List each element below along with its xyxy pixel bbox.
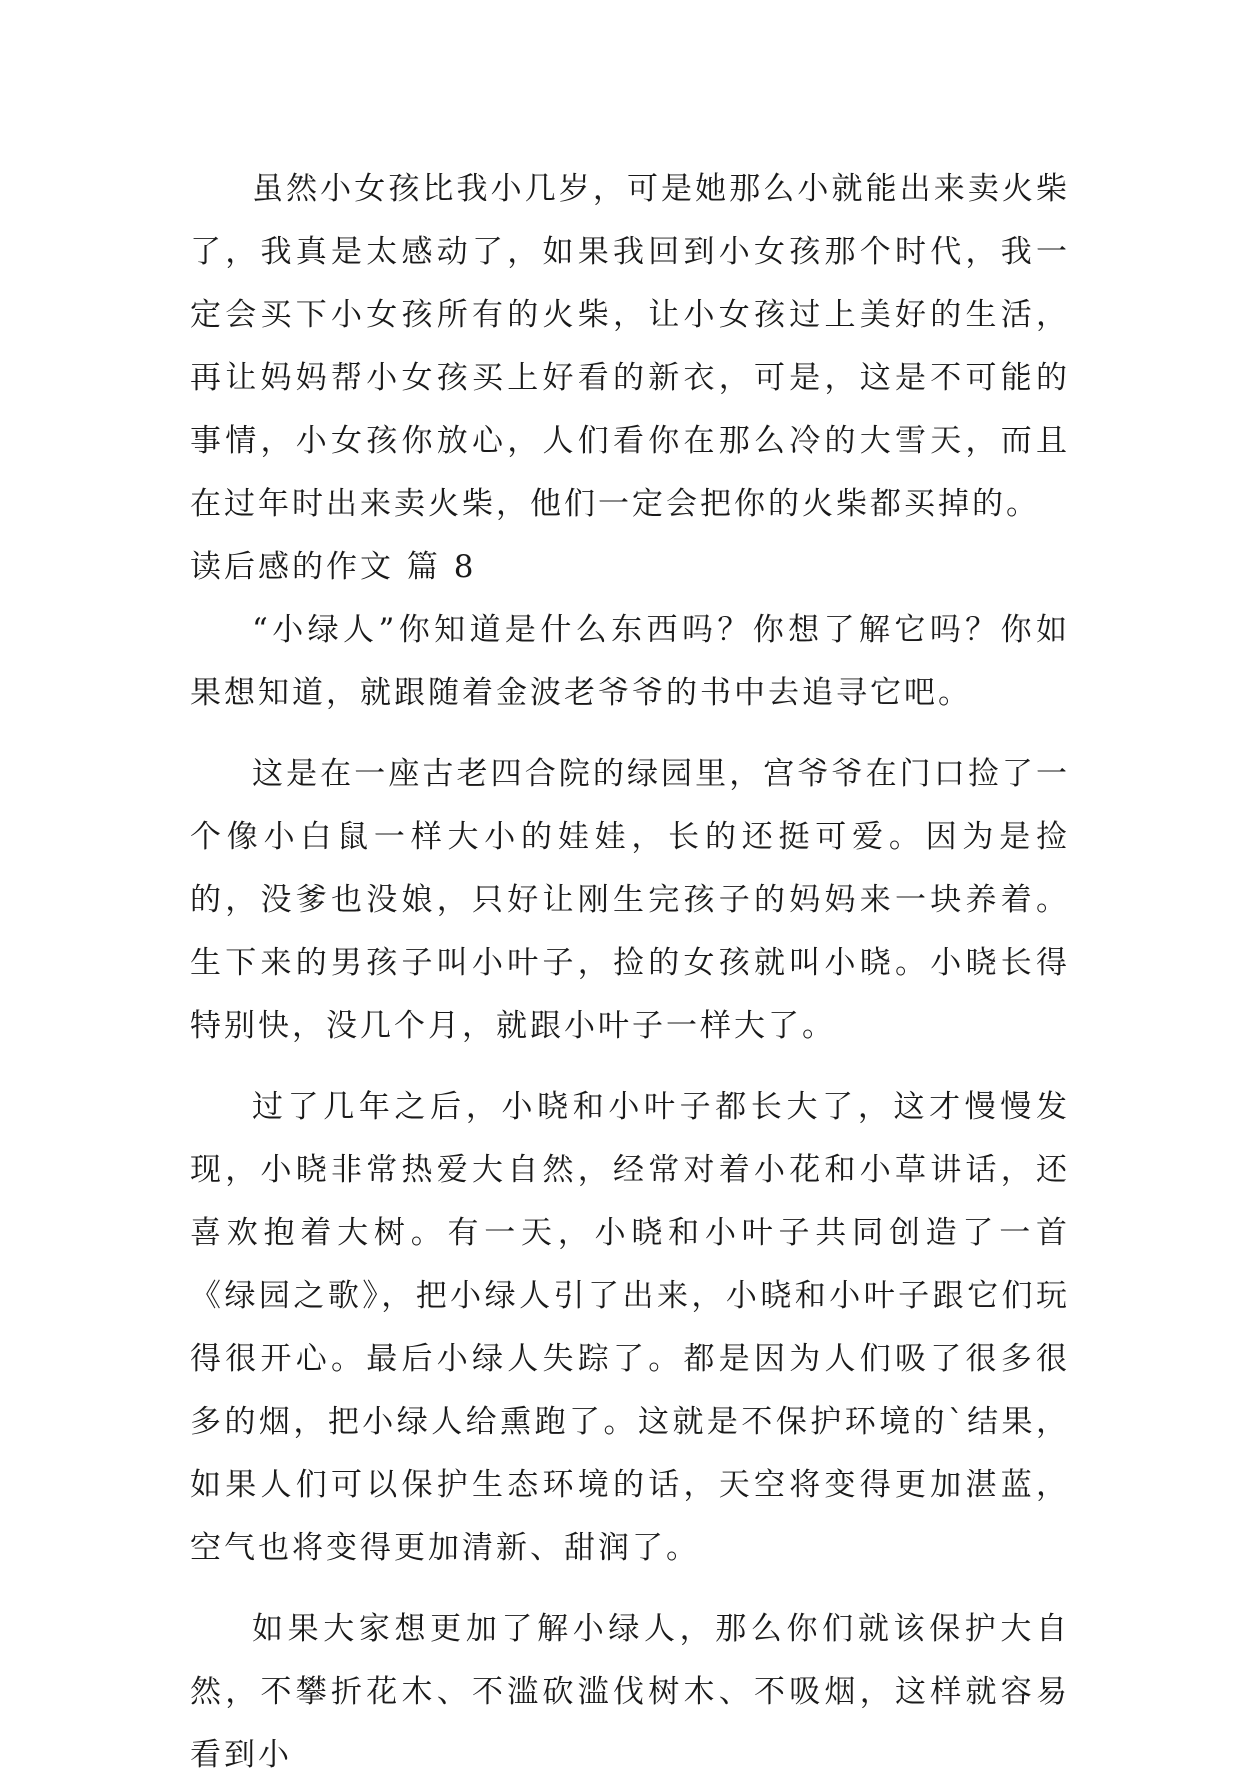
document-body	[190, 158, 1070, 1787]
paragraph-intro: “小绿人”你知道是什么东西吗？你想了解它吗？你如果想知道，就跟随着金波老爷爷的书中去追寻它吧。	[190, 612, 1070, 711]
paragraph-conclusion: 如果大家想更加了解小绿人，那么你们就该保护大自然，不攀折花木、不滥砍滥伐树木、不吸烟，这样就容易看到小	[190, 1611, 1070, 1773]
paragraph-match-girl: 虽然小女孩比我小几岁，可是她那么小就能出来卖火柴了，我真是太感动了，如果我回到小女孩那个时代，我一定会买下小女孩所有的火柴，让小女孩过上美好的生活，再让妈妈帮小女孩买上好看的新衣，可是，这是不可能的事情，小女孩你放心，人们看你在那么冷的大雪天，而且在过年时出来卖火柴，他们一定会把你的火柴都买掉的。	[190, 171, 1070, 522]
paragraph-story-growth: 过了几年之后，小晓和小叶子都长大了，这才慢慢发现，小晓非常热爱大自然，经常对着小花和小草讲话，还喜欢抱着大树。有一天，小晓和小叶子共同创造了一首《绿园之歌》，把小绿人引了出来，小晓和小叶子跟它们玩得很开心。最后小绿人失踪了。都是因为人们吸了很多很多的烟，把小绿人给熏跑了。这就是不保护环境的`结果，如果人们可以保护生态环境的话，天空将变得更加湛蓝，空气也将变得更加清新、甜润了。	[190, 1089, 1070, 1566]
section-heading: 读后感的作文 篇 8	[190, 549, 477, 585]
paragraph-story-origin: 这是在一座古老四合院的绿园里，宫爷爷在门口捡了一个像小白鼠一样大小的娃娃，长的还挺可爱。因为是捡的，没爹也没娘，只好让刚生完孩子的妈妈来一块养着。生下来的男孩子叫小叶子，捡的女孩就叫小晓。小晓长得特别快，没几个月，就跟小叶子一样大了。	[190, 756, 1070, 1044]
